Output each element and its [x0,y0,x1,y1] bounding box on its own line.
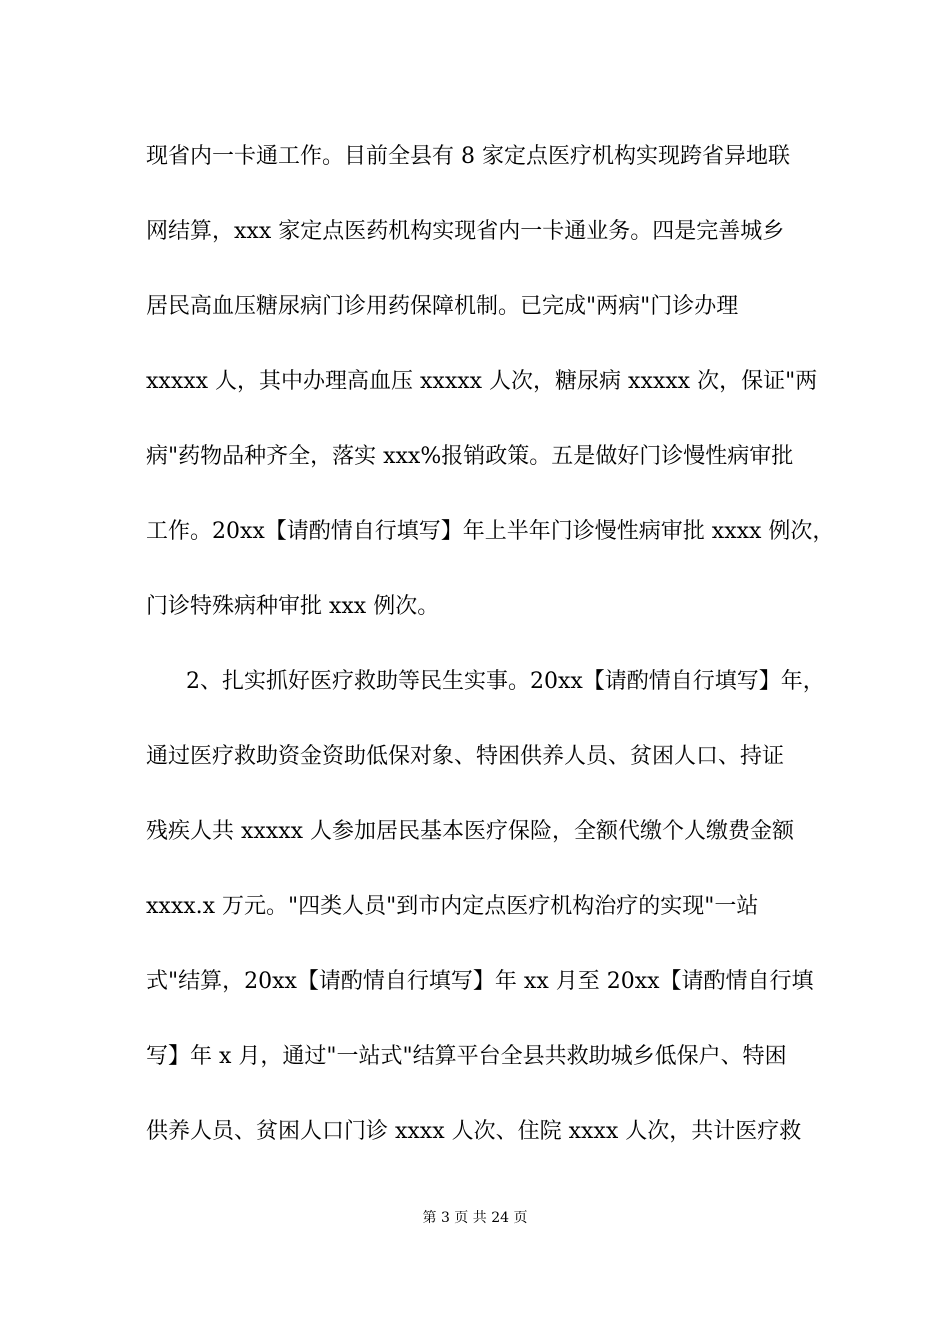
text-line: 2、扎实抓好医疗救助等民生实事。20xx【请酌情自行填写】年， [186,669,825,694]
text-line: 残疾人共 xxxxx 人参加居民基本医疗保险，全额代缴个人缴费金额 [146,819,795,844]
text-line: 式"结算，20xx【请酌情自行填写】年 xx 月至 20xx【请酌情自行填 [146,969,814,994]
text-line: xxxx.x 万元。"四类人员"到市内定点医疗机构治疗的实现"一站 [146,894,759,919]
text-line: 写】年 x 月，通过"一站式"结算平台全县共救助城乡低保户、特困 [146,1044,787,1069]
text-line: 门诊特殊病种审批 xxx 例次。 [146,594,440,619]
text-line: 现省内一卡通工作。目前全县有 8 家定点医疗机构实现跨省异地联 [146,144,790,169]
text-line: 通过医疗救助资金资助低保对象、特困供养人员、贫困人口、持证 [146,744,785,769]
text-line: 网结算，xxx 家定点医药机构实现省内一卡通业务。四是完善城乡 [146,219,785,244]
page-number-footer: 第 3 页 共 24 页 [422,1210,528,1226]
text-line: 供养人员、贫困人口门诊 xxxx 人次、住院 xxxx 人次，共计医疗救 [146,1119,802,1144]
text-line: xxxxx 人，其中办理高血压 xxxxx 人次，糖尿病 xxxxx 次，保证"两 [146,369,818,394]
text-line: 病"药物品种齐全，落实 xxx%报销政策。五是做好门诊慢性病审批 [146,444,794,469]
text-line: 居民高血压糖尿病门诊用药保障机制。已完成"两病"门诊办理 [146,294,739,319]
text-line: 工作。20xx【请酌情自行填写】年上半年门诊慢性病审批 xxxx 例次， [146,519,835,544]
